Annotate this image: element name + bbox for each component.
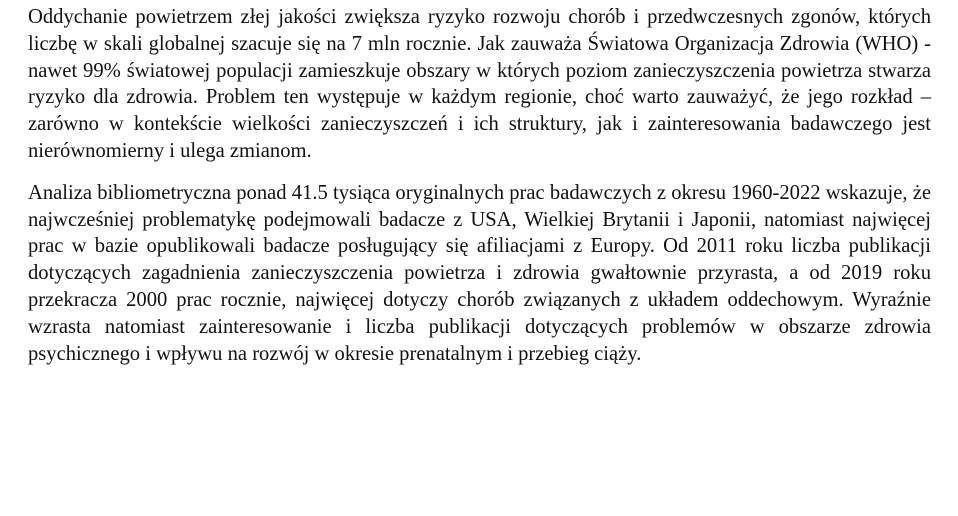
document-body xyxy=(28,4,931,367)
paragraph-air-pollution-health-risk: Oddychanie powietrzem złej jakości zwiększa ryzyko rozwoju chorób i przedwczesnych zgonów, których liczbę w skali globalnej szacuje się na 7 mln rocznie. Jak zauważa Światowa Organizacja Zdrowia (WHO) - nawet 99% światowej populacji zamieszkuje obszary w których poziom zanieczyszczenia powietrza stwarza ryzyko dla zdrowia. Problem ten występuje w każdym regionie, choć warto zauważyć, że jego rozkład – zarówno w kontekście wielkości zanieczyszczeń i ich struktury, jak i zainteresowania badawczego jest nierównomierny i ulega zmianom. xyxy=(28,6,931,162)
paragraph-bibliometric-analysis: Analiza bibliometryczna ponad 41.5 tysiąca oryginalnych prac badawczych z okresu 1960-2022 wskazuje, że najwcześniej problematykę podejmowali badacze z USA, Wielkiej Brytanii i Japonii, natomiast najwięcej prac w bazie opublikowali badacze posługujący się afiliacjami z Europy. Od 2011 roku liczba publikacji dotyczących zagadnienia zanieczyszczenia powietrza i zdrowia gwałtownie przyrasta, a od 2019 roku przekracza 2000 prac rocznie, najwięcej dotyczy chorób związanych z układem oddechowym. Wyraźnie wzrasta natomiast zainteresowanie i liczba publikacji dotyczących problemów w obszarze zdrowia psychicznego i wpływu na rozwój w okresie prenatalnym i przebieg ciąży. xyxy=(28,181,931,365)
